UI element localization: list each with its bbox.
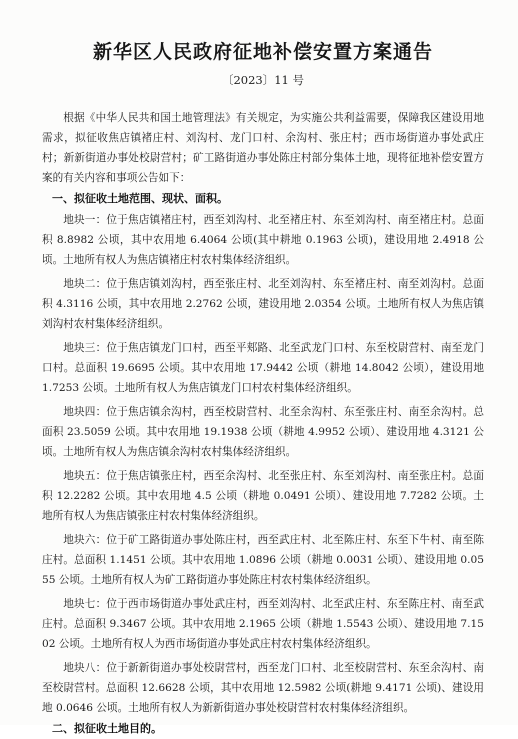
plot-paragraph-4: 地块四：位于焦店镇余沟村，西至校尉营村、北至余沟村、东至张庄村、南至余沟村。总面积 23.5059 公顷。其中农用地 19.1938 公顷（耕地 4.9952 公顷）、建设用地 4.3121 公顷。土地所有权人为焦店镇余沟村农村集体经济组织。: [42, 406, 484, 458]
plot-paragraph-5: 地块五：位于焦店镇张庄村，西至余沟村、北至张庄村、东至刘沟村、南至张庄村。总面积 12.2282 公顷。其中农用地 4.5 公顷（耕地 0.0491 公顷）、建设用地 7.7282 公顷。土地所有权人为焦店镇张庄村农村集体经济组织。: [42, 470, 484, 522]
plot-paragraph-7: 地块七：位于西市场街道办事处武庄村，西至刘沟村、北至武庄村、东至陈庄村、南至武庄村。总面积 9.3467 公顷。其中农用地 2.1965 公顷（耕地 1.5543 公顷）、建设用地 7.1502 公顷。土地所有权人为西市场街道办事处武庄村农村集体经济组织。: [42, 598, 484, 650]
intro-paragraph: 根据《中华人民共和国土地管理法》有关规定，为实施公共利益需要，保障我区建设用地需求，拟征收焦店镇褚庄村、刘沟村、龙门口村、余沟村、张庄村；西市场街道办事处武庄村；新新街道办事处校尉营村；矿工路街道办事处陈庄村部分集体土地，现将征地补偿安置方案的有关内容和事项公告如下：: [42, 112, 484, 184]
section-heading-2: 二、拟征收土地目的。: [52, 722, 162, 735]
notice-title: 新华区人民政府征地补偿安置方案通告: [92, 41, 433, 63]
notice-body: [42, 108, 484, 739]
plot-paragraph-6: 地块六：位于矿工路街道办事处陈庄村，西至武庄村、北至陈庄村、东至下牛村、南至陈庄村。总面积 1.1451 公顷。其中农用地 1.0896 公顷（耕地 0.0031 公顷）、建设用地 0.0555 公顷。土地所有权人为矿工路街道办事处陈庄村农村集体经济组织。: [42, 534, 484, 586]
section-heading-1: 一、拟征收土地范围、现状、面积。: [52, 192, 228, 205]
plot-paragraph-2: 地块二：位于焦店镇刘沟村，西至张庄村、北至刘沟村、东至褚庄村、南至刘沟村。总面积 4.3116 公顷，其中农用地 2.2762 公顷，建设用地 2.0354 公顷。土地所有权人为焦店镇刘沟村农村集体经济组织。: [42, 278, 484, 330]
plot-paragraph-1: 地块一：位于焦店镇褚庄村，西至刘沟村、北至褚庄村、东至刘沟村、南至褚庄村。总面积 8.8982 公顷，其中农用地 6.4064 公顷(其中耕地 0.1963 公顷)，建设用地 2.4918 公顷。土地所有权人为焦店镇褚庄村农村集体经济组织。: [42, 214, 484, 266]
document-number: 〔2023〕11 号: [221, 73, 305, 87]
plot-paragraph-3: 地块三：位于焦店镇龙门口村，西至平郏路、北至武龙门口村、东至校尉营村、南至龙门口村。总面积 19.6695 公顷。其中农用地 17.9442 公顷（耕地 14.8042 公顷），建设用地 1.7253 公顷。土地所有权人为焦店镇龙门口村农村集体经济组织。: [42, 342, 484, 394]
plot-paragraph-8: 地块八：位于新新街道办事处校尉营村，西至龙门口村、北至校尉营村、东至余沟村、南至校尉营村。总面积 12.6628 公顷，其中农用地 12.5982 公顷(耕地 9.4171 公顷)、建设用地 0.0646 公顷。土地所有权人为新新街道办事处校尉营村农村集体经济组织。: [42, 662, 484, 714]
